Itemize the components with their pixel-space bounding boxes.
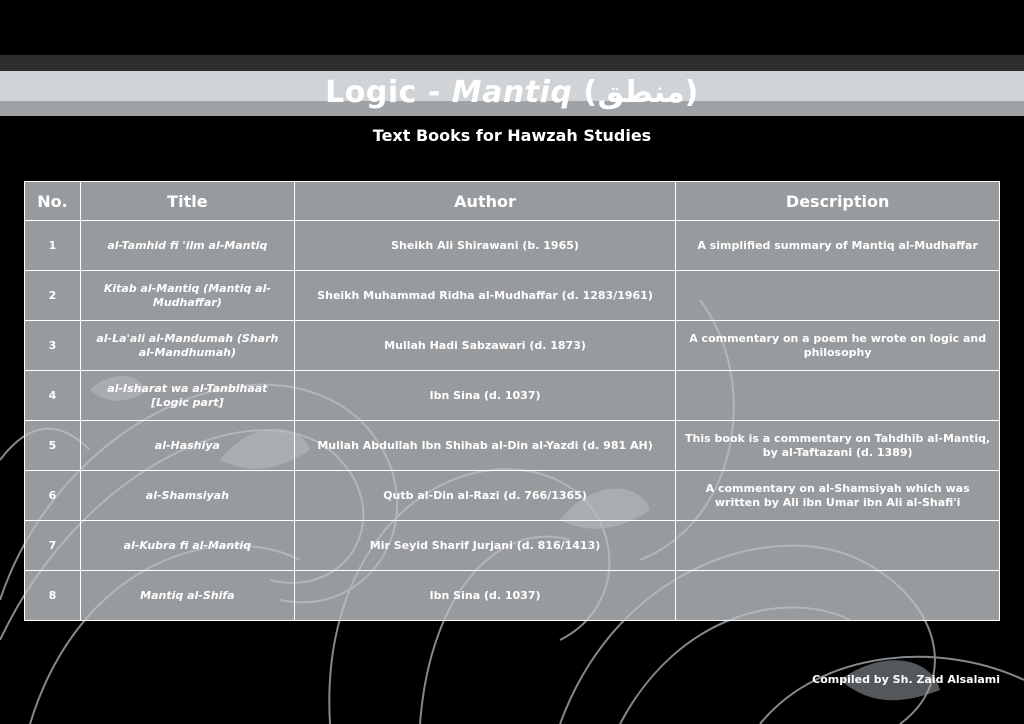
book-author: Ibn Sina (d. 1037) bbox=[294, 571, 676, 621]
book-description: A simplified summary of Mantiq al-Mudhaffar bbox=[676, 221, 1000, 271]
book-author: Sheikh Muhammad Ridha al-Mudhaffar (d. 1283/1961) bbox=[294, 271, 676, 321]
table-row bbox=[25, 371, 1000, 421]
column-header-title: Title bbox=[80, 182, 294, 221]
compiler-credit: Compiled by Sh. Zaid Alsalami bbox=[812, 673, 1000, 686]
title-arabic: (منطق) bbox=[583, 75, 699, 110]
book-description: A commentary on a poem he wrote on logic and philosophy bbox=[676, 321, 1000, 371]
book-title: al-La'ali al-Mandumah (Sharh al-Mandhumah) bbox=[80, 321, 294, 371]
textbooks-table bbox=[24, 181, 1000, 621]
row-number: 2 bbox=[25, 271, 81, 321]
table-row bbox=[25, 271, 1000, 321]
row-number: 1 bbox=[25, 221, 81, 271]
book-title: Kitab al-Mantiq (Mantiq al-Mudhaffar) bbox=[80, 271, 294, 321]
book-title: al-Tamhid fi 'ilm al-Mantiq bbox=[80, 221, 294, 271]
book-title: al-Hashiya bbox=[80, 421, 294, 471]
book-title: al-Isharat wa al-Tanbihaat [Logic part] bbox=[80, 371, 294, 421]
column-header-description: Description bbox=[676, 182, 1000, 221]
column-header-no: No. bbox=[25, 182, 81, 221]
book-author: Mullah Abdullah Ibn Shihab al-Din al-Yazdi (d. 981 AH) bbox=[294, 421, 676, 471]
table-header-row bbox=[25, 182, 1000, 221]
row-number: 7 bbox=[25, 521, 81, 571]
row-number: 8 bbox=[25, 571, 81, 621]
book-author: Mullah Hadi Sabzawari (d. 1873) bbox=[294, 321, 676, 371]
book-title: al-Kubra fi al-Mantiq bbox=[80, 521, 294, 571]
book-description bbox=[676, 571, 1000, 621]
table-row bbox=[25, 221, 1000, 271]
table-row bbox=[25, 521, 1000, 571]
table-row bbox=[25, 421, 1000, 471]
row-number: 3 bbox=[25, 321, 81, 371]
row-number: 4 bbox=[25, 371, 81, 421]
book-author: Mir Seyid Sharif Jurjani (d. 816/1413) bbox=[294, 521, 676, 571]
book-author: Sheikh Ali Shirawani (b. 1965) bbox=[294, 221, 676, 271]
book-description: This book is a commentary on Tahdhib al-Mantiq, by al-Taftazani (d. 1389) bbox=[676, 421, 1000, 471]
row-number: 6 bbox=[25, 471, 81, 521]
book-description bbox=[676, 521, 1000, 571]
title-italic: Mantiq bbox=[451, 75, 573, 110]
book-title: al-Shamsiyah bbox=[80, 471, 294, 521]
table-row bbox=[25, 321, 1000, 371]
book-description bbox=[676, 371, 1000, 421]
row-number: 5 bbox=[25, 421, 81, 471]
page-subtitle: Text Books for Hawzah Studies bbox=[372, 126, 652, 145]
book-description bbox=[676, 271, 1000, 321]
header-band-dark bbox=[0, 55, 1024, 71]
column-header-author: Author bbox=[294, 182, 676, 221]
table-row bbox=[25, 471, 1000, 521]
book-title: Mantiq al-Shifa bbox=[80, 571, 294, 621]
page-title bbox=[0, 72, 1024, 114]
title-prefix: Logic - bbox=[325, 75, 452, 110]
table-row bbox=[25, 571, 1000, 621]
book-author: Qutb al-Din al-Razi (d. 766/1365) bbox=[294, 471, 676, 521]
book-author: Ibn Sina (d. 1037) bbox=[294, 371, 676, 421]
book-description: A commentary on al-Shamsiyah which was written by Ali ibn Umar ibn Ali al-Shafi'i bbox=[676, 471, 1000, 521]
